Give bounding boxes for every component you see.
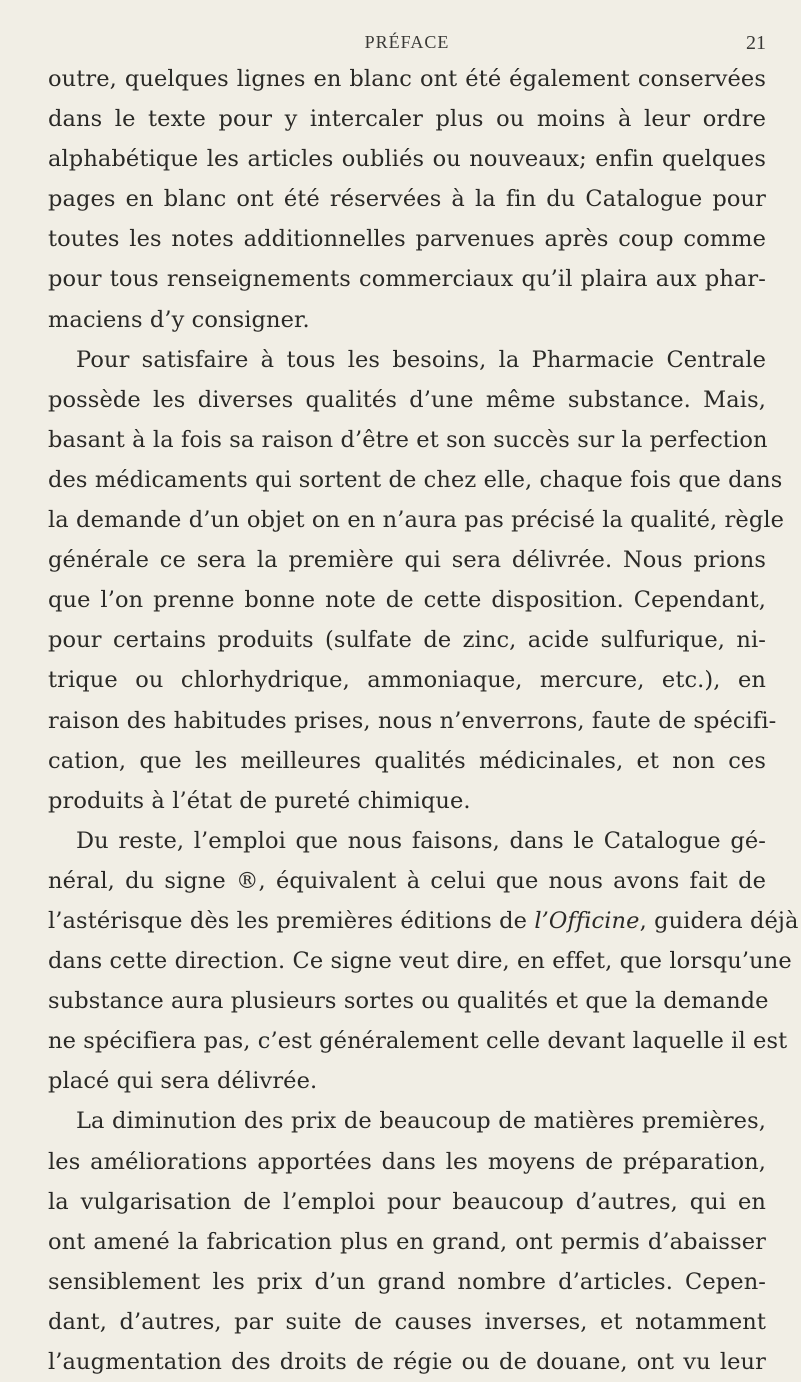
text-line: cation, que les meilleures qualités médicinales, et non ces xyxy=(48,747,766,774)
body-text xyxy=(48,59,799,1382)
text-fragment: l’astérisque dès les premières éditions de xyxy=(48,907,535,934)
text-line: ont amené la fabrication plus en grand, ont permis d’abaisser xyxy=(48,1228,766,1255)
text-line: dant, d’autres, par suite de causes inverses, et notamment xyxy=(48,1308,766,1335)
text-line: Pour satisfaire à tous les besoins, la Pharmacie Centrale xyxy=(76,346,766,373)
text-line: dans le texte pour y intercaler plus ou moins à leur ordre xyxy=(48,106,766,133)
text-line: trique ou chlorhydrique, ammoniaque, mercure, etc.), en xyxy=(48,667,766,694)
text-line: placé qui sera délivrée. xyxy=(48,1068,318,1095)
text-line: possède les diverses qualités d’une même substance. Mais, xyxy=(48,386,766,413)
text-line: Du reste, l’emploi que nous faisons, dans le Catalogue gé- xyxy=(76,827,766,854)
running-head xyxy=(48,32,766,58)
text-line: la vulgarisation de l’emploi pour beaucoup d’autres, qui en xyxy=(48,1188,766,1215)
running-title: PRÉFACE xyxy=(364,32,450,52)
italic-title: l’Officine xyxy=(534,907,640,934)
text-line: pour certains produits (sulfate de zinc, acide sulfurique, ni- xyxy=(48,627,766,654)
text-line: l’augmentation des droits de régie ou de douane, ont vu leur xyxy=(48,1349,766,1375)
text-line: basant à la fois sa raison d’être et son succès sur la perfection xyxy=(48,426,768,453)
text-line: outre, quelques lignes en blanc ont été également conservées xyxy=(48,66,766,92)
text-line: La diminution des prix de beaucoup de matières premières, xyxy=(76,1108,766,1135)
text-line: la demande d’un objet on en n’aura pas précisé la qualité, règle xyxy=(48,507,785,534)
text-line: pour tous renseignements commerciaux qu’il plaira aux phar- xyxy=(48,266,766,293)
text-line: les améliorations apportées dans les moyens de préparation, xyxy=(48,1148,766,1175)
text-line: pages en blanc ont été réservées à la fin du Catalogue pour xyxy=(48,186,766,213)
text-line: maciens d’y consigner. xyxy=(48,306,310,333)
text-line: générale ce sera la première qui sera délivrée. Nous prions xyxy=(48,547,766,574)
text-line: raison des habitudes prises, nous n’enverrons, faute de spécifi- xyxy=(48,707,777,734)
text-line: produits à l’état de pureté chimique. xyxy=(48,787,471,814)
text-line: que l’on prenne bonne note de cette disposition. Cependant, xyxy=(48,587,766,614)
text-line: dans cette direction. Ce signe veut dire, en effet, que lorsqu’une xyxy=(48,948,792,975)
text-line: ne spécifiera pas, c’est généralement celle devant laquelle il est xyxy=(48,1028,788,1055)
text-line: néral, du signe ®, équivalent à celui que nous avons fait de xyxy=(48,867,766,894)
text-fragment: , guidera déjà xyxy=(639,907,799,934)
text-line: toutes les notes additionnelles parvenues après coup comme xyxy=(48,226,766,253)
text-line: substance aura plusieurs sortes ou qualités et que la demande xyxy=(48,988,769,1015)
text-line: des médicaments qui sortent de chez elle, chaque fois que dans xyxy=(48,466,783,493)
page-number: 21 xyxy=(746,32,766,54)
text-line: alphabétique les articles oubliés ou nouveaux; enfin quelques xyxy=(48,146,766,173)
text-line xyxy=(48,901,799,941)
text-line: sensiblement les prix d’un grand nombre d’articles. Cepen- xyxy=(48,1268,766,1295)
